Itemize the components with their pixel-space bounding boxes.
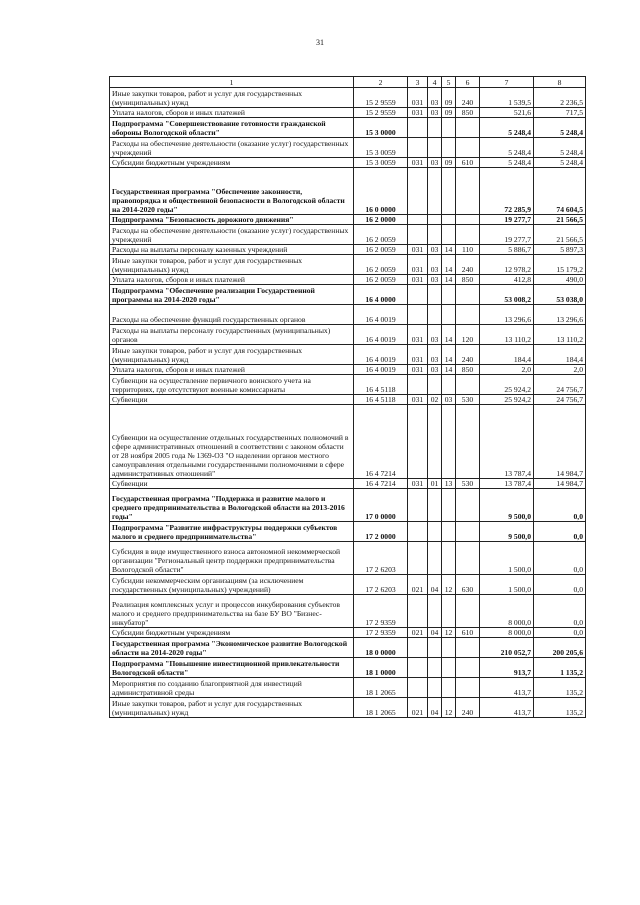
amount-year2-cell: 24 756,7 [534,395,586,405]
subsection-code-cell [442,118,456,138]
table-row [110,158,586,168]
subsection-code-cell [442,375,456,395]
section-code-cell: 03 [428,365,442,375]
table-row [110,168,586,215]
table-row [110,698,586,718]
expense-type-cell: 850 [456,365,480,375]
column-header: 4 [428,77,442,88]
amount-year2-cell: 135,2 [534,698,586,718]
amount-year2-cell: 5 248,4 [534,138,586,158]
amount-year1-cell: 25 924,2 [480,395,534,405]
column-header: 8 [534,77,586,88]
section-code-cell [428,118,442,138]
grbs-code-cell [408,522,428,542]
amount-year1-cell: 1 539,5 [480,88,534,108]
target-article-cell: 17 2 6203 [354,575,408,595]
row-name-cell: Подпрограмма "Развитие инфраструктуры поддержки субъектов малого и среднего предпринимательства" [110,522,354,542]
amount-year1-cell: 521,6 [480,108,534,118]
amount-year2-cell: 1 135,2 [534,658,586,678]
expense-type-cell: 110 [456,245,480,255]
subsection-code-cell [442,489,456,522]
grbs-code-cell [408,305,428,325]
amount-year1-cell: 9 500,0 [480,489,534,522]
subsection-code-cell: 09 [442,108,456,118]
grbs-code-cell: 021 [408,575,428,595]
amount-year1-cell: 72 285,9 [480,168,534,215]
section-code-cell: 03 [428,108,442,118]
subsection-code-cell: 14 [442,245,456,255]
amount-year1-cell: 19 277,7 [480,215,534,225]
target-article-cell: 17 2 6203 [354,542,408,575]
amount-year1-cell: 9 500,0 [480,522,534,542]
amount-year1-cell: 8 000,0 [480,595,534,628]
row-name-cell: Субвенции на осуществление первичного воинского учета на территориях, где отсутствуют военные комиссариаты [110,375,354,395]
table-row [110,595,586,628]
expense-type-cell [456,118,480,138]
table-row [110,138,586,158]
grbs-code-cell [408,225,428,245]
table-row [110,225,586,245]
table-row [110,405,586,479]
row-name-cell: Субвенции [110,395,354,405]
row-name-cell: Расходы на обеспечение деятельности (оказание услуг) государственных учреждений [110,225,354,245]
row-name-cell: Подпрограмма "Совершенствование готовности гражданской обороны Вологодской области" [110,118,354,138]
expense-type-cell: 240 [456,698,480,718]
row-name-cell: Субвенции [110,479,354,489]
section-code-cell [428,522,442,542]
table-row [110,325,586,345]
expense-type-cell: 850 [456,108,480,118]
table-row [110,215,586,225]
target-article-cell: 15 2 9559 [354,108,408,118]
table-row [110,118,586,138]
section-code-cell [428,375,442,395]
section-code-cell [428,489,442,522]
table-row [110,542,586,575]
subsection-code-cell [442,542,456,575]
table-row [110,285,586,305]
subsection-code-cell: 14 [442,365,456,375]
row-name-cell: Расходы на обеспечение деятельности (оказание услуг) государственных учреждений [110,138,354,158]
grbs-code-cell: 021 [408,628,428,638]
expense-type-cell [456,305,480,325]
grbs-code-cell [408,375,428,395]
subsection-code-cell [442,305,456,325]
target-article-cell: 15 2 9559 [354,88,408,108]
amount-year1-cell: 5 248,4 [480,118,534,138]
grbs-code-cell: 031 [408,395,428,405]
table-header-row [110,77,586,88]
subsection-code-cell: 12 [442,698,456,718]
target-article-cell: 16 4 5118 [354,395,408,405]
section-code-cell: 04 [428,628,442,638]
target-article-cell: 17 2 9359 [354,628,408,638]
table-row [110,638,586,658]
section-code-cell [428,678,442,698]
expense-type-cell [456,405,480,479]
amount-year2-cell: 0,0 [534,489,586,522]
column-header: 2 [354,77,408,88]
amount-year1-cell: 13 787,4 [480,405,534,479]
section-code-cell [428,138,442,158]
subsection-code-cell: 09 [442,88,456,108]
row-name-cell: Субсидия в виде имущественного взноса автономной некоммерческой организации "Региональный центр поддержки предпринимательства Вологодской области" [110,542,354,575]
section-code-cell [428,542,442,575]
grbs-code-cell: 031 [408,245,428,255]
target-article-cell: 16 4 0019 [354,365,408,375]
grbs-code-cell [408,405,428,479]
grbs-code-cell [408,138,428,158]
expense-type-cell: 530 [456,395,480,405]
table-row [110,255,586,275]
row-name-cell: Мероприятия по созданию благоприятной для инвестиций административной среды [110,678,354,698]
amount-year1-cell: 1 500,0 [480,542,534,575]
target-article-cell: 15 3 0000 [354,118,408,138]
target-article-cell: 17 2 9359 [354,595,408,628]
target-article-cell: 15 3 0059 [354,138,408,158]
row-name-cell: Уплата налогов, сборов и иных платежей [110,108,354,118]
target-article-cell: 18 1 2065 [354,678,408,698]
subsection-code-cell: 14 [442,325,456,345]
table-row [110,275,586,285]
expense-type-cell [456,638,480,658]
row-name-cell: Расходы на выплаты персоналу казенных учреждений [110,245,354,255]
section-code-cell: 03 [428,345,442,365]
subsection-code-cell: 14 [442,275,456,285]
expense-type-cell: 850 [456,275,480,285]
amount-year2-cell: 184,4 [534,345,586,365]
row-name-cell: Иные закупки товаров, работ и услуг для государственных (муниципальных) нужд [110,345,354,365]
grbs-code-cell: 031 [408,158,428,168]
amount-year2-cell: 14 984,7 [534,405,586,479]
grbs-code-cell: 031 [408,275,428,285]
expense-type-cell: 240 [456,345,480,365]
section-code-cell: 04 [428,575,442,595]
amount-year2-cell: 2,0 [534,365,586,375]
table-row [110,678,586,698]
amount-year1-cell: 19 277,7 [480,225,534,245]
expense-type-cell [456,678,480,698]
table-row [110,522,586,542]
target-article-cell: 16 2 0059 [354,275,408,285]
grbs-code-cell: 031 [408,325,428,345]
subsection-code-cell [442,405,456,479]
column-header: 5 [442,77,456,88]
amount-year2-cell: 0,0 [534,595,586,628]
amount-year2-cell: 5 248,4 [534,158,586,168]
amount-year2-cell: 15 179,2 [534,255,586,275]
grbs-code-cell: 031 [408,88,428,108]
expense-type-cell [456,489,480,522]
table-row [110,108,586,118]
expense-type-cell: 240 [456,255,480,275]
amount-year2-cell: 0,0 [534,522,586,542]
row-name-cell: Подпрограмма "Безопасность дорожного движения" [110,215,354,225]
column-header: 1 [110,77,354,88]
target-article-cell: 16 4 7214 [354,405,408,479]
section-code-cell [428,225,442,245]
table-row [110,575,586,595]
row-name-cell: Субсидии некоммерческим организациям (за исключением государственных (муниципальных) учреждений) [110,575,354,595]
subsection-code-cell: 03 [442,395,456,405]
amount-year2-cell: 14 984,7 [534,479,586,489]
amount-year1-cell: 5 886,7 [480,245,534,255]
section-code-cell [428,215,442,225]
grbs-code-cell [408,168,428,215]
target-article-cell: 16 4 7214 [354,479,408,489]
table-row [110,489,586,522]
table-row [110,395,586,405]
grbs-code-cell [408,215,428,225]
row-name-cell: Подпрограмма "Повышение инвестиционной привлекательности Вологодской области" [110,658,354,678]
column-header: 3 [408,77,428,88]
section-code-cell [428,305,442,325]
grbs-code-cell: 031 [408,345,428,365]
budget-table [109,76,586,718]
amount-year1-cell: 1 500,0 [480,575,534,595]
subsection-code-cell [442,225,456,245]
grbs-code-cell [408,118,428,138]
grbs-code-cell [408,638,428,658]
amount-year1-cell: 210 052,7 [480,638,534,658]
amount-year2-cell: 0,0 [534,628,586,638]
grbs-code-cell: 021 [408,698,428,718]
table-row [110,245,586,255]
column-header: 6 [456,77,480,88]
row-name-cell: Государственная программа "Экономическое развитие Вологодской области на 2014-2020 годы" [110,638,354,658]
section-code-cell [428,638,442,658]
section-code-cell: 03 [428,255,442,275]
amount-year1-cell: 8 000,0 [480,628,534,638]
target-article-cell: 18 0 0000 [354,638,408,658]
target-article-cell: 18 1 2065 [354,698,408,718]
target-article-cell: 16 4 0019 [354,345,408,365]
section-code-cell: 03 [428,245,442,255]
row-name-cell: Уплата налогов, сборов и иных платежей [110,365,354,375]
section-code-cell [428,285,442,305]
subsection-code-cell: 13 [442,479,456,489]
expense-type-cell: 610 [456,158,480,168]
expense-type-cell [456,138,480,158]
subsection-code-cell [442,658,456,678]
amount-year2-cell: 74 604,5 [534,168,586,215]
amount-year1-cell: 53 008,2 [480,285,534,305]
expense-type-cell: 120 [456,325,480,345]
expense-type-cell: 610 [456,628,480,638]
expense-type-cell [456,375,480,395]
table-row [110,305,586,325]
section-code-cell [428,595,442,628]
amount-year2-cell: 5 248,4 [534,118,586,138]
subsection-code-cell: 12 [442,628,456,638]
target-article-cell: 16 0 0000 [354,168,408,215]
amount-year2-cell: 717,5 [534,108,586,118]
grbs-code-cell [408,595,428,628]
grbs-code-cell: 031 [408,365,428,375]
subsection-code-cell: 14 [442,255,456,275]
subsection-code-cell [442,215,456,225]
section-code-cell [428,168,442,215]
expense-type-cell [456,522,480,542]
grbs-code-cell [408,542,428,575]
amount-year2-cell: 200 205,6 [534,638,586,658]
amount-year2-cell: 5 897,3 [534,245,586,255]
grbs-code-cell: 031 [408,255,428,275]
subsection-code-cell [442,168,456,215]
subsection-code-cell [442,595,456,628]
amount-year1-cell: 13 110,2 [480,325,534,345]
row-name-cell: Иные закупки товаров, работ и услуг для государственных (муниципальных) нужд [110,698,354,718]
amount-year1-cell: 413,7 [480,698,534,718]
row-name-cell: Расходы на выплаты персоналу государственных (муниципальных) органов [110,325,354,345]
amount-year1-cell: 2,0 [480,365,534,375]
amount-year1-cell: 13 787,4 [480,479,534,489]
amount-year1-cell: 413,7 [480,678,534,698]
grbs-code-cell [408,489,428,522]
subsection-code-cell [442,522,456,542]
amount-year2-cell: 490,0 [534,275,586,285]
grbs-code-cell [408,658,428,678]
section-code-cell: 03 [428,275,442,285]
amount-year1-cell: 25 924,2 [480,375,534,395]
page-number: 31 [316,38,324,47]
budget-table-body [110,77,586,718]
amount-year2-cell: 21 566,5 [534,225,586,245]
target-article-cell: 18 1 0000 [354,658,408,678]
grbs-code-cell: 031 [408,108,428,118]
column-header: 7 [480,77,534,88]
target-article-cell: 16 2 0059 [354,255,408,275]
amount-year1-cell: 12 978,2 [480,255,534,275]
target-article-cell: 17 2 0000 [354,522,408,542]
amount-year1-cell: 184,4 [480,345,534,365]
row-name-cell: Государственная программа "Обеспечение законности, правопорядка и общественной безопасности в Вологодской области на 2014-2020 годы" [110,168,354,215]
target-article-cell: 17 0 0000 [354,489,408,522]
section-code-cell [428,405,442,479]
expense-type-cell [456,595,480,628]
row-name-cell: Уплата налогов, сборов и иных платежей [110,275,354,285]
row-name-cell: Расходы на обеспечение функций государственных органов [110,305,354,325]
expense-type-cell [456,225,480,245]
table-row [110,479,586,489]
amount-year1-cell: 5 248,4 [480,138,534,158]
table-row [110,365,586,375]
row-name-cell: Иные закупки товаров, работ и услуг для государственных (муниципальных) нужд [110,255,354,275]
amount-year2-cell: 0,0 [534,542,586,575]
expense-type-cell [456,658,480,678]
subsection-code-cell: 09 [442,158,456,168]
grbs-code-cell: 031 [408,479,428,489]
expense-type-cell: 530 [456,479,480,489]
section-code-cell: 04 [428,698,442,718]
target-article-cell: 16 4 0000 [354,285,408,305]
section-code-cell: 03 [428,325,442,345]
section-code-cell [428,658,442,678]
section-code-cell: 01 [428,479,442,489]
table-row [110,628,586,638]
subsection-code-cell [442,638,456,658]
row-name-cell: Подпрограмма "Обеспечение реализации Государственной программы на 2014-2020 годы" [110,285,354,305]
expense-type-cell [456,542,480,575]
section-code-cell: 02 [428,395,442,405]
amount-year1-cell: 13 296,6 [480,305,534,325]
grbs-code-cell [408,285,428,305]
row-name-cell: Субвенции на осуществление отдельных государственных полномочий в сфере административных отношений в соответствии с законом области от 28 ноября 2005 года № 1369-ОЗ "О наделении органов местного самоуправления отдельными государственными полномочиями в сфере административных отношений" [110,405,354,479]
row-name-cell: Иные закупки товаров, работ и услуг для государственных (муниципальных) нужд [110,88,354,108]
table-row [110,658,586,678]
expense-type-cell [456,168,480,215]
table-row [110,88,586,108]
row-name-cell: Реализация комплексных услуг и процессов инкубирования субъектов малого и среднего предпринимательства на базе БУ ВО "Бизнес-инкубатор" [110,595,354,628]
subsection-code-cell [442,285,456,305]
amount-year2-cell: 21 566,5 [534,215,586,225]
target-article-cell: 16 4 0019 [354,325,408,345]
expense-type-cell: 630 [456,575,480,595]
expense-type-cell: 240 [456,88,480,108]
section-code-cell: 03 [428,88,442,108]
table-row [110,345,586,365]
amount-year2-cell: 53 038,0 [534,285,586,305]
target-article-cell: 16 2 0059 [354,245,408,255]
expense-type-cell [456,285,480,305]
table-row [110,375,586,395]
subsection-code-cell: 12 [442,575,456,595]
row-name-cell: Государственная программа "Поддержка и развитие малого и среднего предпринимательства в Вологодской области на 2013-2016 годы" [110,489,354,522]
amount-year2-cell: 2 236,5 [534,88,586,108]
amount-year2-cell: 13 110,2 [534,325,586,345]
target-article-cell: 16 2 0059 [354,225,408,245]
amount-year1-cell: 913,7 [480,658,534,678]
expense-type-cell [456,215,480,225]
row-name-cell: Субсидии бюджетным учреждениям [110,158,354,168]
amount-year2-cell: 13 296,6 [534,305,586,325]
row-name-cell: Субсидии бюджетным учреждениям [110,628,354,638]
subsection-code-cell [442,678,456,698]
amount-year1-cell: 5 248,4 [480,158,534,168]
section-code-cell: 03 [428,158,442,168]
target-article-cell: 16 4 5118 [354,375,408,395]
amount-year1-cell: 412,8 [480,275,534,285]
amount-year2-cell: 0,0 [534,575,586,595]
target-article-cell: 16 4 0019 [354,305,408,325]
grbs-code-cell [408,678,428,698]
subsection-code-cell: 14 [442,345,456,365]
amount-year2-cell: 24 756,7 [534,375,586,395]
amount-year2-cell: 135,2 [534,678,586,698]
target-article-cell: 16 2 0000 [354,215,408,225]
target-article-cell: 15 3 0059 [354,158,408,168]
subsection-code-cell [442,138,456,158]
